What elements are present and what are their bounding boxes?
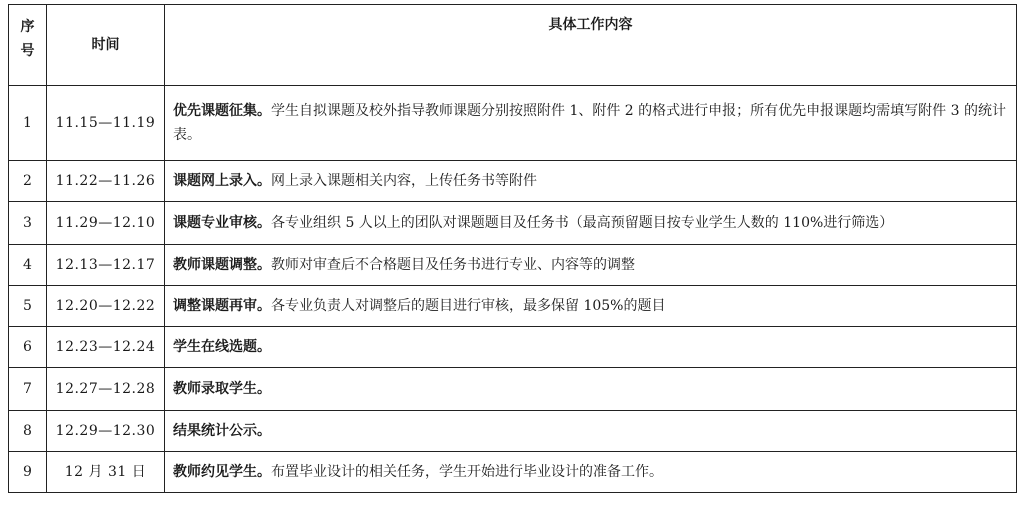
schedule-document: [8, 4, 1016, 500]
table-row: [9, 86, 1017, 161]
row-content: [165, 161, 1017, 202]
table-row: [9, 161, 1017, 202]
row-time: 11.15—11.19: [47, 86, 165, 161]
row-time: 12.27—12.28: [47, 368, 165, 411]
table-row: [9, 202, 1017, 245]
schedule-table: [8, 4, 1017, 493]
row-content: [165, 202, 1017, 245]
row-lead: 课题网上录入。: [173, 173, 271, 189]
row-content: [165, 245, 1017, 286]
table-row: [9, 286, 1017, 327]
row-lead: 教师录取学生。: [173, 381, 271, 397]
table-row: [9, 327, 1017, 368]
row-content: [165, 368, 1017, 411]
table-row: [9, 245, 1017, 286]
row-detail: 学生自拟课题及校外指导教师课题分别按照附件 1、附件 2 的格式进行申报；所有优先申报课题均需填写附件 3 的统计表。: [173, 103, 1006, 143]
row-lead: 教师课题调整。: [173, 257, 271, 273]
row-time: 12 月 31 日: [47, 452, 165, 493]
row-number: 2: [9, 161, 47, 202]
row-content: [165, 286, 1017, 327]
row-number: 6: [9, 327, 47, 368]
row-time: 11.22—11.26: [47, 161, 165, 202]
row-detail: 教师对审查后不合格题目及任务书进行专业、内容等的调整: [271, 257, 635, 273]
row-number: 4: [9, 245, 47, 286]
row-lead: 调整课题再审。: [173, 298, 271, 314]
row-time: 12.20—12.22: [47, 286, 165, 327]
row-lead: 课题专业审核。: [173, 215, 271, 231]
row-detail: 各专业组织 5 人以上的团队对课题题目及任务书（最高预留题目按专业学生人数的 110%进行筛选）: [271, 215, 894, 231]
row-lead: 学生在线选题。: [173, 339, 271, 355]
header-time: 时间: [47, 5, 165, 86]
row-number: 5: [9, 286, 47, 327]
header-work-content: 具体工作内容: [165, 5, 1017, 86]
row-number: 3: [9, 202, 47, 245]
row-content: [165, 411, 1017, 452]
row-content: [165, 327, 1017, 368]
row-number: 7: [9, 368, 47, 411]
header-serial-number: [9, 5, 47, 86]
table-row: [9, 452, 1017, 493]
table-header-row: [9, 5, 1017, 86]
table-row: [9, 368, 1017, 411]
header-serial-line2: 号: [20, 43, 35, 59]
table-row: [9, 411, 1017, 452]
row-time: 12.29—12.30: [47, 411, 165, 452]
row-time: 12.13—12.17: [47, 245, 165, 286]
row-time: 12.23—12.24: [47, 327, 165, 368]
row-lead: 教师约见学生。: [173, 464, 271, 480]
row-content: [165, 86, 1017, 161]
row-number: 9: [9, 452, 47, 493]
row-detail: 各专业负责人对调整后的题目进行审核，最多保留 105%的题目: [271, 298, 666, 314]
row-detail: 网上录入课题相关内容，上传任务书等附件: [271, 173, 537, 189]
row-lead: 结果统计公示。: [173, 423, 271, 439]
row-detail: 布置毕业设计的相关任务，学生开始进行毕业设计的准备工作。: [271, 464, 663, 480]
row-content: [165, 452, 1017, 493]
row-number: 1: [9, 86, 47, 161]
row-number: 8: [9, 411, 47, 452]
row-lead: 优先课题征集。: [173, 103, 271, 119]
header-serial-line1: 序: [20, 19, 35, 35]
row-time: 11.29—12.10: [47, 202, 165, 245]
